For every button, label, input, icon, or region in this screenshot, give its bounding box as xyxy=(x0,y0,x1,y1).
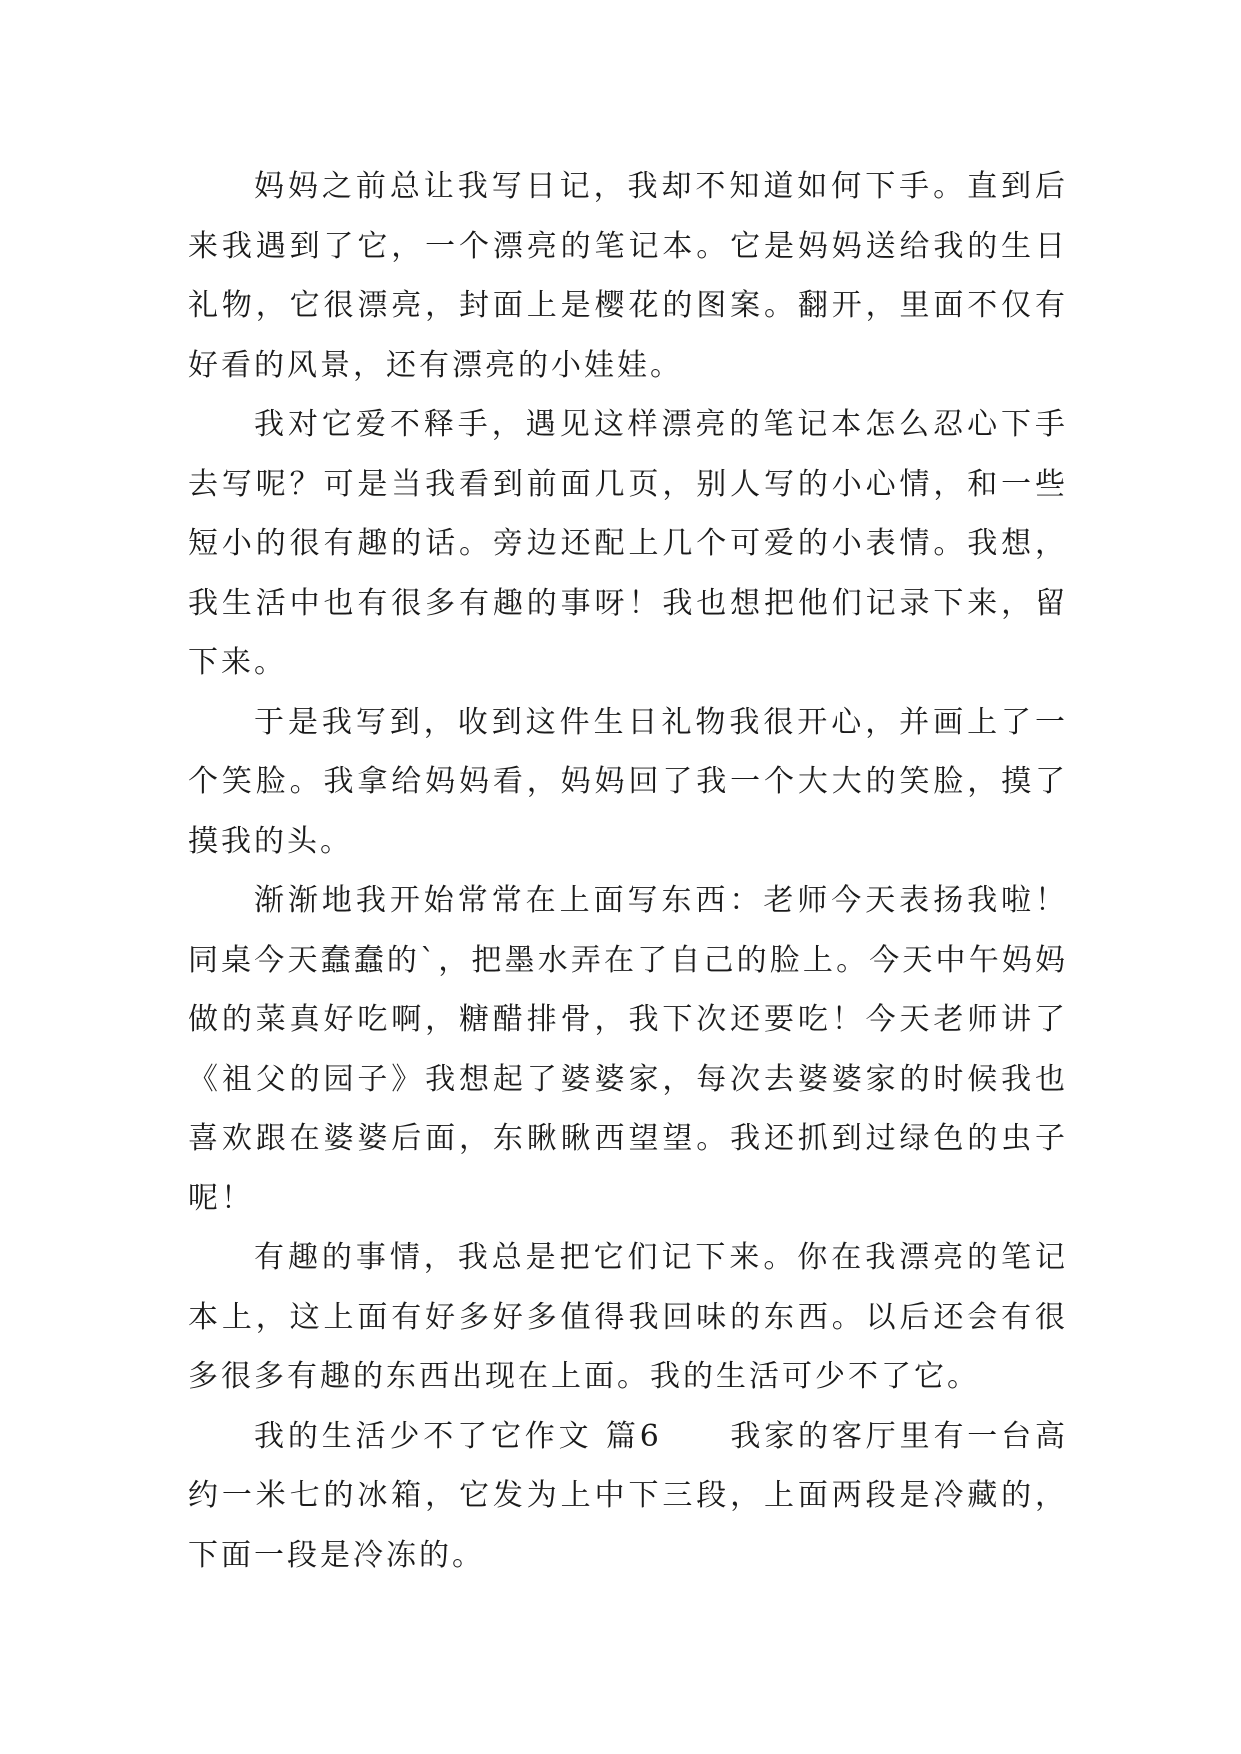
paragraph-1: 妈妈之前总让我写日记，我却不知道如何下手。直到后来我遇到了它，一个漂亮的笔记本。它是妈妈送给我的生日礼物，它很漂亮，封面上是樱花的图案。翻开，里面不仅有好看的风景，还有漂亮的小娃娃。 xyxy=(188,169,1068,383)
paragraph-2: 我对它爱不释手，遇见这样漂亮的笔记本怎么忍心下手去写呢？可是当我看到前面几页，别人写的小心情，和一些短小的很有趣的话。旁边还配上几个可爱的小表情。我想，我生活中也有很多有趣的事呀！我也想把他们记录下来，留下来。 xyxy=(188,407,1068,680)
paragraph-6: 我的生活少不了它作文 篇6 我家的客厅里有一台高约一米七的冰箱，它发为上中下三段，上面两段是冷藏的，下面一段是冷冻的。 xyxy=(188,1418,1068,1573)
paragraph-3: 于是我写到，收到这件生日礼物我很开心，并画上了一个笑脸。我拿给妈妈看，妈妈回了我一个大大的笑脸，摸了摸我的头。 xyxy=(188,704,1068,859)
paragraph-4: 渐渐地我开始常常在上面写东西：老师今天表扬我啦！同桌今天蠢蠢的`，把墨水弄在了自己的脸上。今天中午妈妈做的菜真好吃啊，糖醋排骨，我下次还要吃！今天老师讲了《祖父的园子》我想起了婆婆家，每次去婆婆家的时候我也喜欢跟在婆婆后面，东瞅瞅西望望。我还抓到过绿色的虫子呢！ xyxy=(188,883,1068,1216)
paragraph-5: 有趣的事情，我总是把它们记下来。你在我漂亮的笔记本上，这上面有好多好多值得我回味的东西。以后还会有很多很多有趣的东西出现在上面。我的生活可少不了它。 xyxy=(188,1240,1068,1394)
document-body xyxy=(188,157,1068,1585)
